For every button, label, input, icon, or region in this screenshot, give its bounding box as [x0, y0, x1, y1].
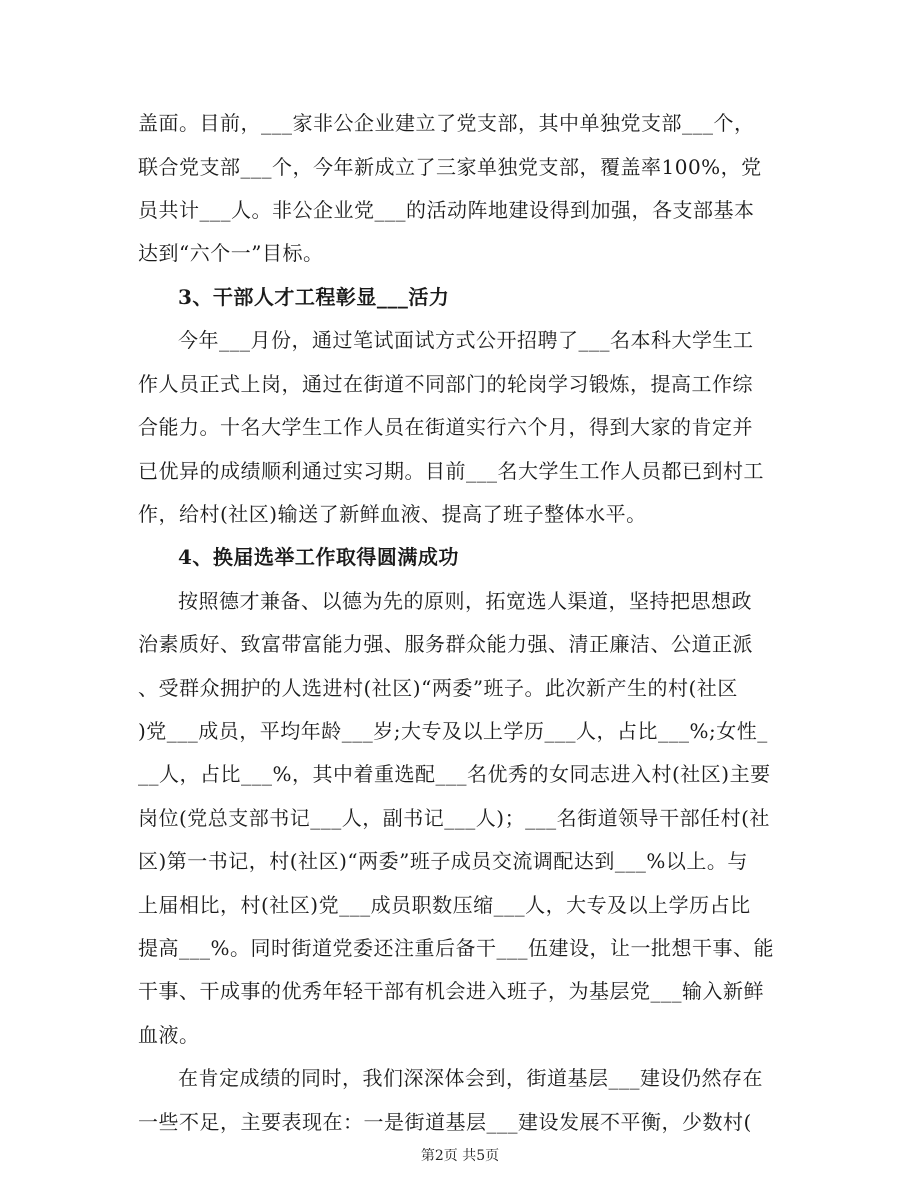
- page-footer: 第2页 共5页: [420, 1148, 500, 1164]
- body-line: 干事、干成事的优秀年轻干部有机会进入班子，为基层党___输入新鲜: [138, 979, 764, 1003]
- body-line: __人，占比___%，其中着重选配___名优秀的女同志进入村(社区)主要: [138, 762, 771, 786]
- body-line: 血液。: [138, 1023, 200, 1047]
- body-line: 一些不足，主要表现在：一是街道基层___建设发展不平衡，少数村(: [138, 1110, 752, 1134]
- body-line: 在肯定成绩的同时，我们深深体会到，街道基层___建设仍然存在: [178, 1066, 763, 1090]
- body-line: 按照德才兼备、以德为先的原则，拓宽选人渠道，坚持把思想政: [178, 589, 752, 613]
- body-line: 治素质好、致富带富能力强、服务群众能力强、清正廉洁、公道正派: [138, 632, 753, 656]
- body-line: 达到“六个一”目标。: [138, 241, 324, 265]
- body-line: 作，给村(社区)输送了新鲜血液、提高了班子整体水平。: [138, 502, 647, 526]
- body-line: 上届相比，村(社区)党___成员职数压缩___人，大专及以上学历占比: [138, 893, 751, 917]
- body-line: 提高___%。同时街道党委还注重后备干___伍建设，让一批想干事、能: [138, 936, 775, 960]
- body-line: 、受群众拥护的人选进村(社区)“两委”班子。此次新产生的村(社区: [138, 676, 738, 700]
- body-line: 合能力。十名大学生工作人员在街道实行六个月，得到大家的肯定并: [138, 415, 753, 439]
- section-heading-3: 3、干部人才工程彰显___活力: [178, 285, 450, 309]
- body-line: 员共计___人。非公企业党___的活动阵地建设得到加强，各支部基本: [138, 198, 755, 222]
- body-line: 已优异的成绩顺利通过实习期。目前___名大学生工作人员都已到村工: [138, 459, 764, 483]
- body-line: 作人员正式上岗，通过在街道不同部门的轮岗学习锻炼，提高工作综: [138, 372, 753, 396]
- body-line: )党___成员，平均年龄___岁;大专及以上学历___人，占比___%;女性_: [138, 719, 768, 743]
- body-line: 区)第一书记，村(社区)“两委”班子成员交流调配达到___%以上。与: [138, 849, 748, 873]
- body-line: 联合党支部___个，今年新成立了三家单独党支部，覆盖率100%，党: [138, 155, 762, 179]
- body-line: 今年___月份，通过笔试面试方式公开招聘了___名本科大学生工: [178, 328, 754, 352]
- body-line: 岗位(党总支部书记___人，副书记___人)；___名街道领导干部任村(社: [138, 806, 770, 830]
- body-line: 盖面。目前，___家非公企业建立了党支部，其中单独党支部___个，: [138, 111, 755, 135]
- section-heading-4: 4、换届选举工作取得圆满成功: [178, 545, 459, 569]
